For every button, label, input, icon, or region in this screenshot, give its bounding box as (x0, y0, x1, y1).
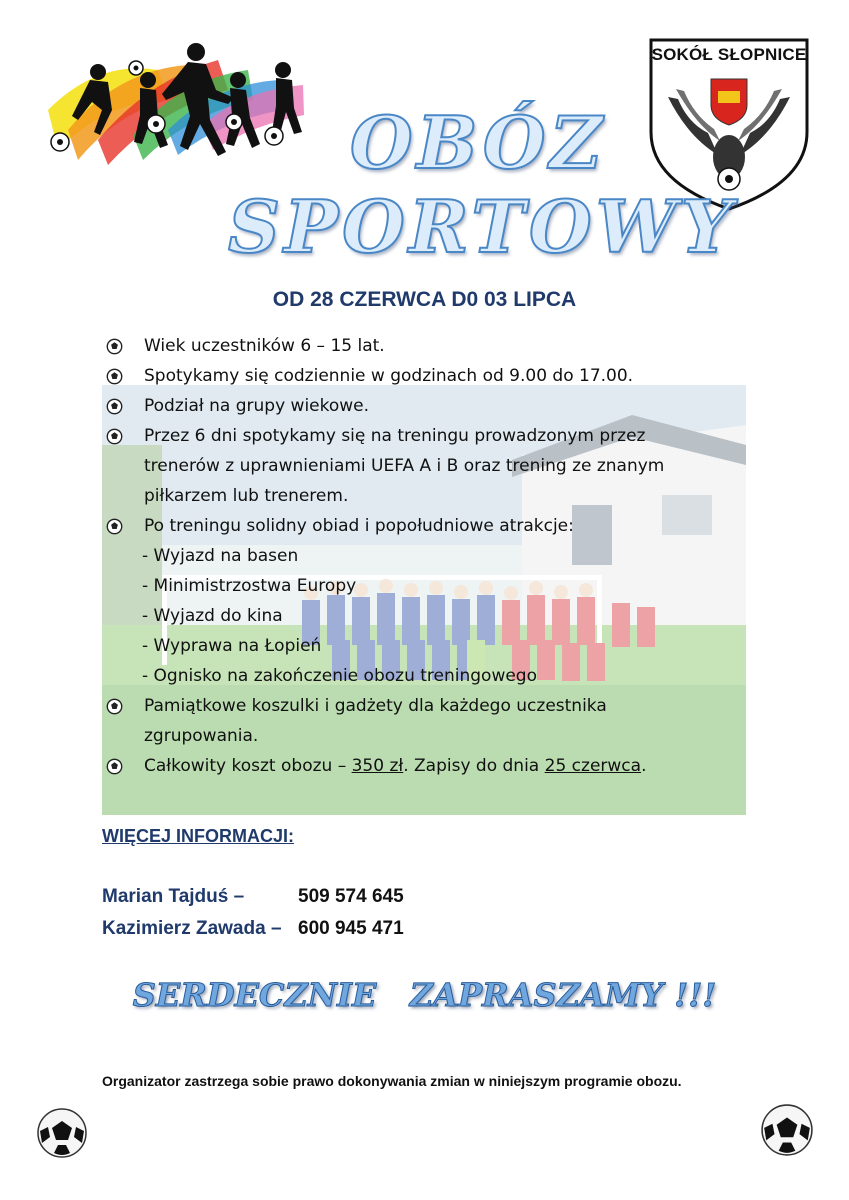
football-bullet-icon (106, 518, 123, 535)
team-photo (102, 385, 746, 815)
football-bullet-icon (106, 398, 123, 415)
more-info-colon: : (288, 826, 295, 846)
attraction-item: - Wyjazd do kina (142, 606, 283, 626)
list-item-text: Po treningu solidny obiad i popołudniowe atrakcje: (144, 516, 574, 536)
kids-football-logo (38, 40, 308, 170)
club-name: SOKÓŁ SŁOPNICE (651, 45, 807, 64)
cost-middle: . Zapisy do dnia (403, 756, 545, 776)
cost-price: 350 zł (351, 756, 404, 776)
list-item-text: Przez 6 dni spotykamy się na treningu prowadzonym przez (144, 426, 646, 446)
list-item-text: trenerów z uprawnieniami UEFA A i B oraz trening ze znanym (144, 456, 665, 476)
contact-phone[interactable]: 600 945 471 (298, 918, 404, 939)
list-item-text: Podział na grupy wiekowe. (144, 396, 370, 416)
football-bullet-icon (106, 758, 123, 775)
contact-name: Kazimierz Zawada – (102, 918, 282, 939)
contact-name: Marian Tajduś – (102, 886, 245, 907)
cost-suffix: . (641, 756, 647, 776)
cost-deadline: 25 czerwca (544, 756, 642, 776)
list-item-text: Spotykamy się codziennie w godzinach od 9.00 do 17.00. (144, 366, 634, 386)
title-line-2: SPORTOWY (228, 184, 736, 269)
football-icon (760, 1103, 814, 1157)
camp-dates: OD 28 CZERWCA D0 03 LIPCA (272, 288, 577, 311)
attraction-item: - Wyprawa na Łopień (142, 636, 322, 656)
football-bullet-icon (106, 428, 123, 445)
attraction-item: - Wyjazd na basen (142, 546, 299, 566)
cost-line (144, 756, 646, 776)
football-bullet-icon (106, 338, 123, 355)
list-item-text: piłkarzem lub trenerem. (144, 486, 349, 506)
football-icon (36, 1107, 88, 1159)
title-line-1: OBÓZ (350, 100, 607, 185)
list-item-text: Pamiątkowe koszulki i gadżety dla każdego uczestnika (144, 696, 607, 716)
organizer-disclaimer: Organizator zastrzega sobie prawo dokonywania zmian w niniejszym programie obozu. (102, 1073, 682, 1089)
invitation-banner: SERDECZNIE ZAPRASZAMY !!! (132, 976, 717, 1014)
contact-phone[interactable]: 509 574 645 (298, 886, 404, 907)
list-item-text: Wiek uczestników 6 – 15 lat. (144, 336, 385, 356)
attraction-item: - Ognisko na zakończenie obozu treningowego (142, 666, 538, 686)
football-bullet-icon (106, 698, 123, 715)
list-item-text: zgrupowania. (144, 726, 259, 746)
more-info-label: WIĘCEJ INFORMACJI (102, 826, 289, 846)
football-bullet-icon (106, 368, 123, 385)
attraction-item: - Minimistrzostwa Europy (142, 576, 357, 596)
more-info-heading (102, 826, 294, 847)
cost-prefix: Całkowity koszt obozu – (144, 756, 352, 776)
